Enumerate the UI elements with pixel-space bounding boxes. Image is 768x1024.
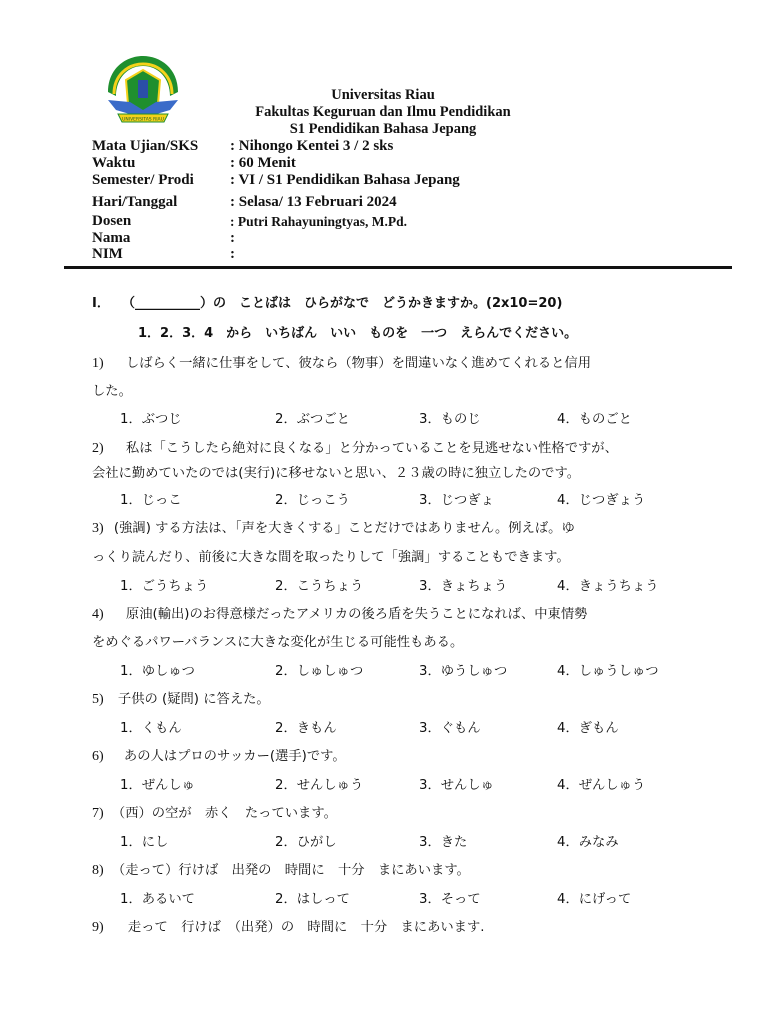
q7-option-3[interactable]: 3．きた <box>419 835 468 850</box>
info-label-time: Waktu <box>92 155 136 171</box>
q5-option-4[interactable]: 4．ぎもん <box>557 721 619 736</box>
info-value-nim: : <box>230 246 235 262</box>
q3-option-3[interactable]: 3．きょちょう <box>419 579 508 594</box>
question-text: あの人はプロのサッカー(選手)です。 <box>123 749 346 764</box>
q1-option-1[interactable]: 1．ぶつじ <box>120 412 182 427</box>
question-number: 3) <box>92 521 104 536</box>
question-text: しばらく一緒に仕事をして、彼なら（物事）を間違いなく進めてくれると信用 <box>125 356 592 371</box>
question-number: 5) <box>92 692 104 707</box>
info-label-name: Nama <box>92 230 131 246</box>
question-6 <box>92 745 346 765</box>
q8-option-1[interactable]: 1．あるいて <box>120 892 195 907</box>
question-number: 7) <box>92 806 104 821</box>
info-value-lecturer: : Putri Rahayuningtyas, M.Pd. <box>230 214 408 229</box>
university-logo <box>100 52 186 132</box>
q5-option-1[interactable]: 1．くもん <box>120 721 182 736</box>
university-name: Universitas Riau <box>331 87 435 103</box>
question-4 <box>92 603 587 623</box>
question-3-cont: っくり読んだり、前後に大きな間を取ったりして「強調」することもできます。 <box>92 550 570 565</box>
info-value-time: : 60 Menit <box>230 155 296 171</box>
question-8 <box>92 859 470 879</box>
question-1 <box>92 352 591 372</box>
q2-option-1[interactable]: 1．じっこ <box>120 493 182 508</box>
question-number: 6) <box>92 749 104 764</box>
q6-option-1[interactable]: 1．ぜんしゅ <box>120 778 195 793</box>
section-instruction: （__________）の ことばは ひらがなで どうかきますか。(2x10=20) <box>122 296 563 311</box>
q3-option-4[interactable]: 4．きょうちょう <box>557 579 659 594</box>
question-text: 走って 行けば （出発）の 時間に 十分 まにあいます. <box>127 920 485 935</box>
q6-option-3[interactable]: 3．せんしゅ <box>419 778 494 793</box>
question-number: 4) <box>92 607 104 622</box>
question-text: (強調) する方法は、「声を大きくする」ことだけではありません。例えば。ゆ <box>113 521 575 536</box>
q2-option-3[interactable]: 3．じつぎょ <box>419 493 494 508</box>
section-number: I． <box>92 296 110 311</box>
q4-option-2[interactable]: 2．しゅしゅつ <box>275 664 364 679</box>
info-label-nim: NIM <box>92 246 123 262</box>
question-text: 子供の (疑問) に答えた。 <box>117 692 270 707</box>
question-2 <box>92 437 618 457</box>
info-value-name: : <box>230 230 235 246</box>
info-label-subject: Mata Ujian/SKS <box>92 138 199 154</box>
q3-option-1[interactable]: 1．ごうちょう <box>120 579 209 594</box>
question-number: 8) <box>92 863 104 878</box>
q3-option-2[interactable]: 2．こうちょう <box>275 579 364 594</box>
question-3 <box>92 517 575 537</box>
question-number: 9) <box>92 920 104 935</box>
q2-option-2[interactable]: 2．じっこう <box>275 493 350 508</box>
q7-option-4[interactable]: 4．みなみ <box>557 835 619 850</box>
q1-option-3[interactable]: 3．ものじ <box>419 412 481 427</box>
info-value-subject: : Nihongo Kentei 3 / 2 sks <box>230 138 394 154</box>
question-text: 原油(輸出)のお得意様だったアメリカの後ろ盾を失うことになれば、中東情勢 <box>125 607 588 622</box>
question-text: 私は「こうしたら絶対に良くなる」と分かっていることを見逃せない性格ですが、 <box>125 441 618 456</box>
header-divider <box>64 266 732 269</box>
program-name: S1 Pendidikan Bahasa Jepang <box>289 121 477 137</box>
q4-option-1[interactable]: 1．ゆしゅつ <box>120 664 195 679</box>
q8-option-2[interactable]: 2．はしって <box>275 892 350 907</box>
q5-option-2[interactable]: 2．きもん <box>275 721 337 736</box>
q7-option-1[interactable]: 1．にし <box>120 835 169 850</box>
q4-option-3[interactable]: 3．ゆうしゅつ <box>419 664 508 679</box>
question-2-cont: 会社に勤めていたのでは(実行)に移せないと思い、２３歳の時に独立したのです。 <box>92 466 580 481</box>
question-text: （西）の空が 赤く たっています。 <box>111 806 337 821</box>
question-number: 2) <box>92 441 104 456</box>
info-value-date: : Selasa/ 13 Februari 2024 <box>230 194 397 210</box>
q4-option-4[interactable]: 4．しゅうしゅつ <box>557 664 659 679</box>
question-7 <box>92 802 337 822</box>
q2-option-4[interactable]: 4．じつぎょう <box>557 493 646 508</box>
q1-option-4[interactable]: 4．ものごと <box>557 412 632 427</box>
section-subinstruction: 1．2．3．4 から いちばん いい ものを 一つ えらんでください。 <box>138 326 578 341</box>
info-value-semester: : VI / S1 Pendidikan Bahasa Jepang <box>230 172 460 188</box>
q7-option-2[interactable]: 2．ひがし <box>275 835 337 850</box>
question-4-cont: をめぐるパワーバランスに大きな変化が生じる可能性もある。 <box>92 635 464 650</box>
logo-text: UNIVERSITAS RIAU <box>122 117 164 123</box>
q8-option-3[interactable]: 3．そって <box>419 892 481 907</box>
faculty-name: Fakultas Keguruan dan Ilmu Pendidikan <box>255 104 511 120</box>
q6-option-4[interactable]: 4．ぜんしゅう <box>557 778 646 793</box>
q6-option-2[interactable]: 2．せんしゅう <box>275 778 364 793</box>
info-label-date: Hari/Tanggal <box>92 194 178 210</box>
q1-option-2[interactable]: 2．ぶつごと <box>275 412 350 427</box>
info-label-semester: Semester/ Prodi <box>92 172 194 188</box>
question-5 <box>92 688 270 708</box>
question-9 <box>92 916 485 936</box>
info-label-lecturer: Dosen <box>92 213 132 229</box>
q8-option-4[interactable]: 4．にげって <box>557 892 632 907</box>
question-text: （走って）行けば 出発の 時間に 十分 まにあいます。 <box>111 863 470 878</box>
question-number: 1) <box>92 356 104 371</box>
q5-option-3[interactable]: 3．ぐもん <box>419 721 481 736</box>
question-1-cont: した。 <box>92 384 132 399</box>
